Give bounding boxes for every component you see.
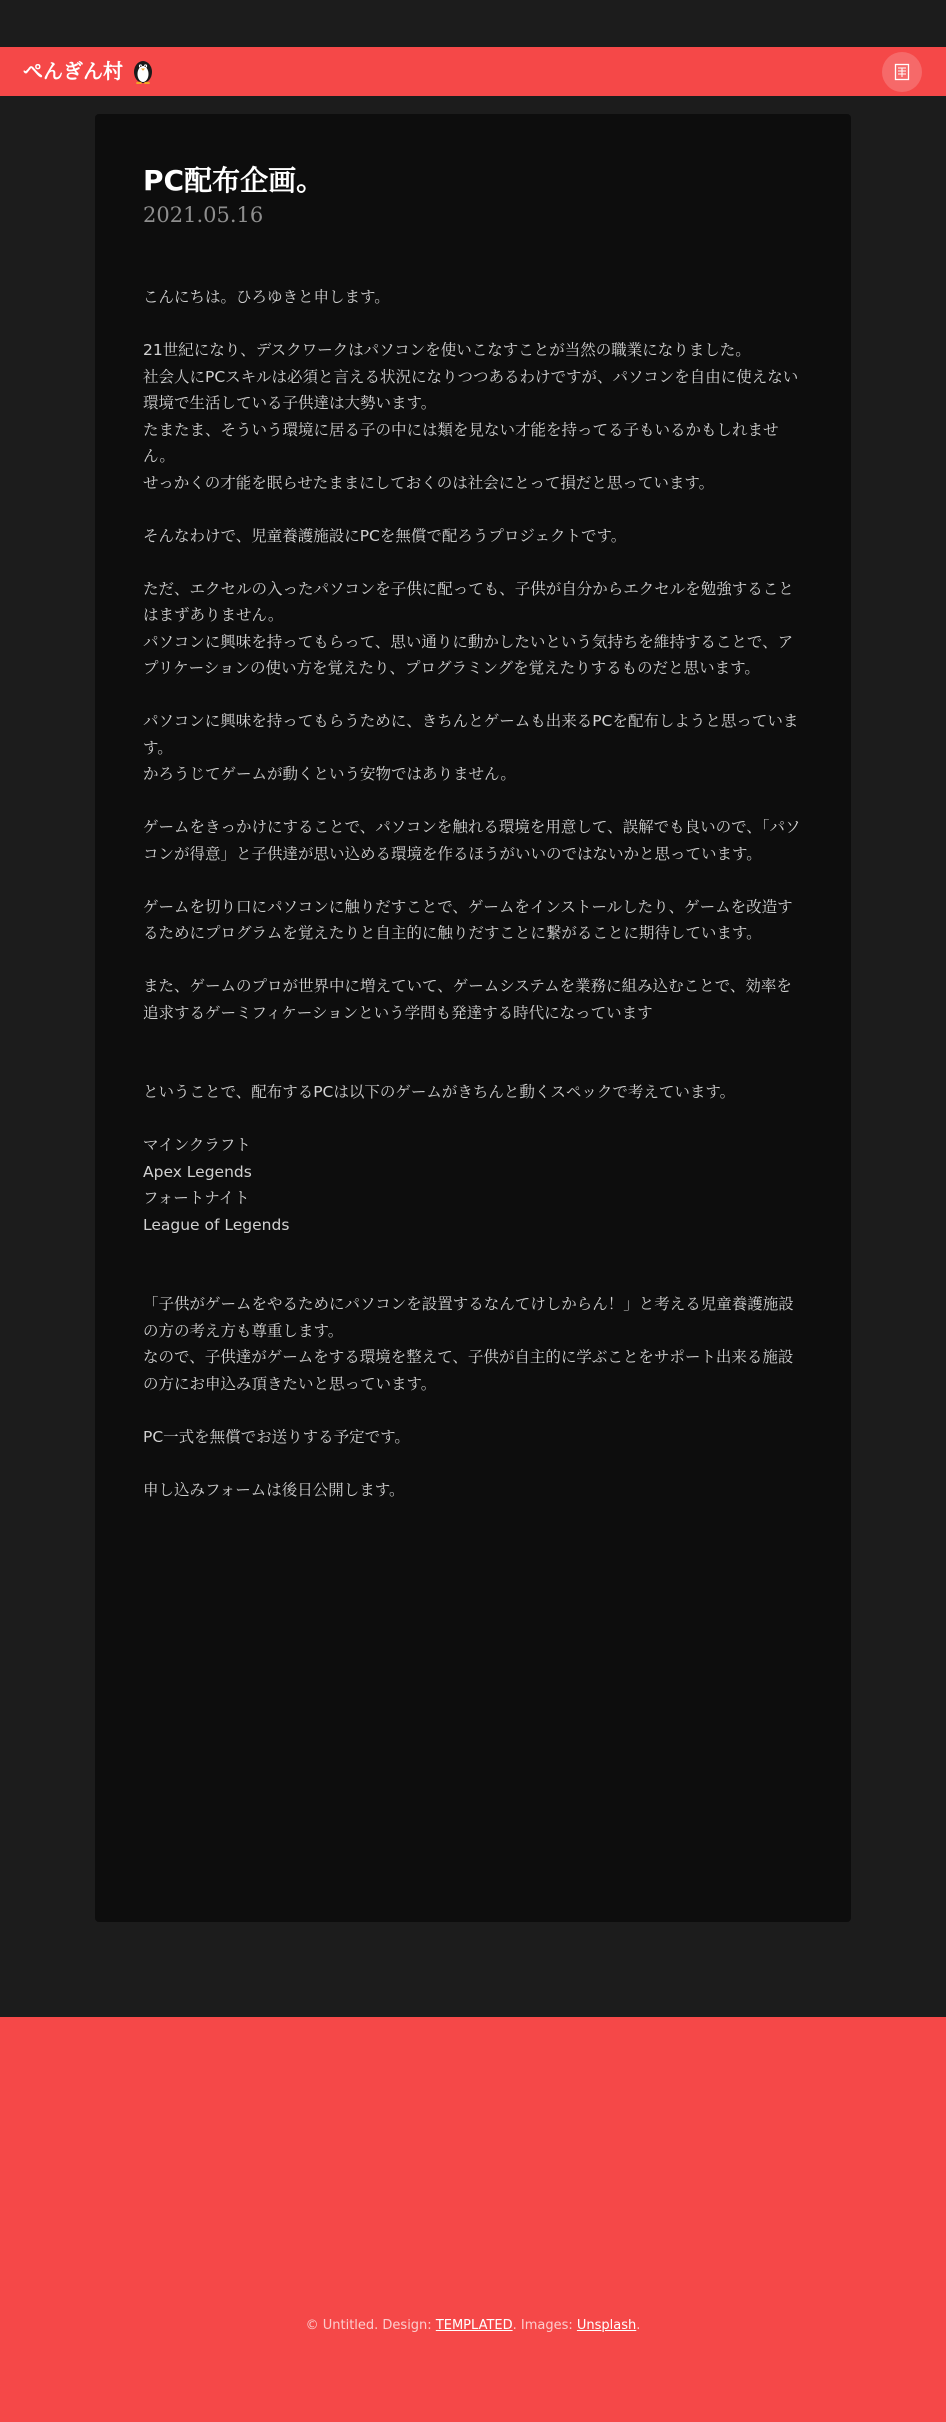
post-title: PC配布企画。 [143,164,325,197]
templated-link[interactable]: TEMPLATED [435,2318,513,2333]
copyright-prefix: © Untitled. Design: [305,2318,436,2333]
penguin-icon [131,58,155,84]
post-paragraph: PC一式を無償でお送りする予定です。 [143,1427,410,1446]
post-body [143,284,803,1503]
post-paragraph: 21世紀になり、デスクワークはパソコンを使いこなすことが当然の職業になりました。 社会人にPCスキルは必須と言える状況になりつつあるわけですが、パソコンを自由に使えない環境で生活している子供達は大勢います。 たまたま、そういう環境に居る子の中には類を見ない才能を持ってる子もいるかもしれません。 せっかくの才能を眠らせたままにしておくのは社会にとって損だと思っています。 [143,341,799,492]
post-paragraph: ということで、配布するPCは以下のゲームがきちんと動くスペックで考えています。 [143,1083,736,1101]
post-paragraph: ゲームをきっかけにすることで、パソコンを触れる環境を用意して、誤解でも良いので、「パソコンが得意」と子供達が思い込める環境を作るほうがいいのではないかと思っています。 [143,818,801,863]
images-prefix: . Images: [512,2318,577,2333]
post-paragraph: パソコンに興味を持ってもらうために、きちんとゲームも出来るPCを配布しようと思っています。 かろうじてゲームが動くという安物ではありません。 [143,712,799,783]
post-paragraph: ゲームを切り口にパソコンに触りだすことで、ゲームをインストールしたり、ゲームを改造するためにプログラムを覚えたりと自主的に触りだすことに繋がることに期待しています。 [143,897,793,942]
post-paragraph: ただ、エクセルの入ったパソコンを子供に配っても、子供が自分からエクセルを勉強することはまずありません。 パソコンに興味を持ってもらって、思い通りに動かしたいという気持ちを維持することで、アプリケーションの使い方を覚えたり、プログラミングを覚えたりするものだと思います。 [143,579,794,677]
document-icon [894,63,910,81]
menu-button[interactable] [882,52,922,92]
post-paragraph: こんにちは。ひろゆきと申します。 [143,288,390,306]
copyright-suffix: . [636,2318,641,2333]
game-list: マインクラフト Apex Legends フォートナイト League of Legends [143,1136,290,1234]
post-paragraph: 申し込みフォームは後日公開します。 [143,1480,405,1499]
site-footer [0,2017,946,2422]
top-band [0,0,946,47]
post-paragraph: また、ゲームのプロが世界中に増えていて、ゲームシステムを業務に組み込むことで、効率を追求するゲーミフィケーションという学問も発達する時代になっています [143,977,792,1022]
post-paragraph: 「子供がゲームをやるためにパソコンを設置するなんてけしからん！」と考える児童養護施設の方の考え方も尊重します。 なので、子供達がゲームをする環境を整えて、子供が自主的に学ぶことをサポート出来る施設の方にお申込み頂きたいと思っています。 [143,1295,794,1393]
site-brand[interactable]: ぺんぎん村 [23,59,123,83]
site-header [0,47,946,96]
post-date: 2021.05.16 [143,203,264,227]
post-card [95,114,851,1922]
post-paragraph: そんなわけで、児童養護施設にPCを無償で配ろうプロジェクトです。 [143,526,627,545]
unsplash-link[interactable]: Unsplash [576,2318,637,2333]
copyright [0,2316,946,2336]
